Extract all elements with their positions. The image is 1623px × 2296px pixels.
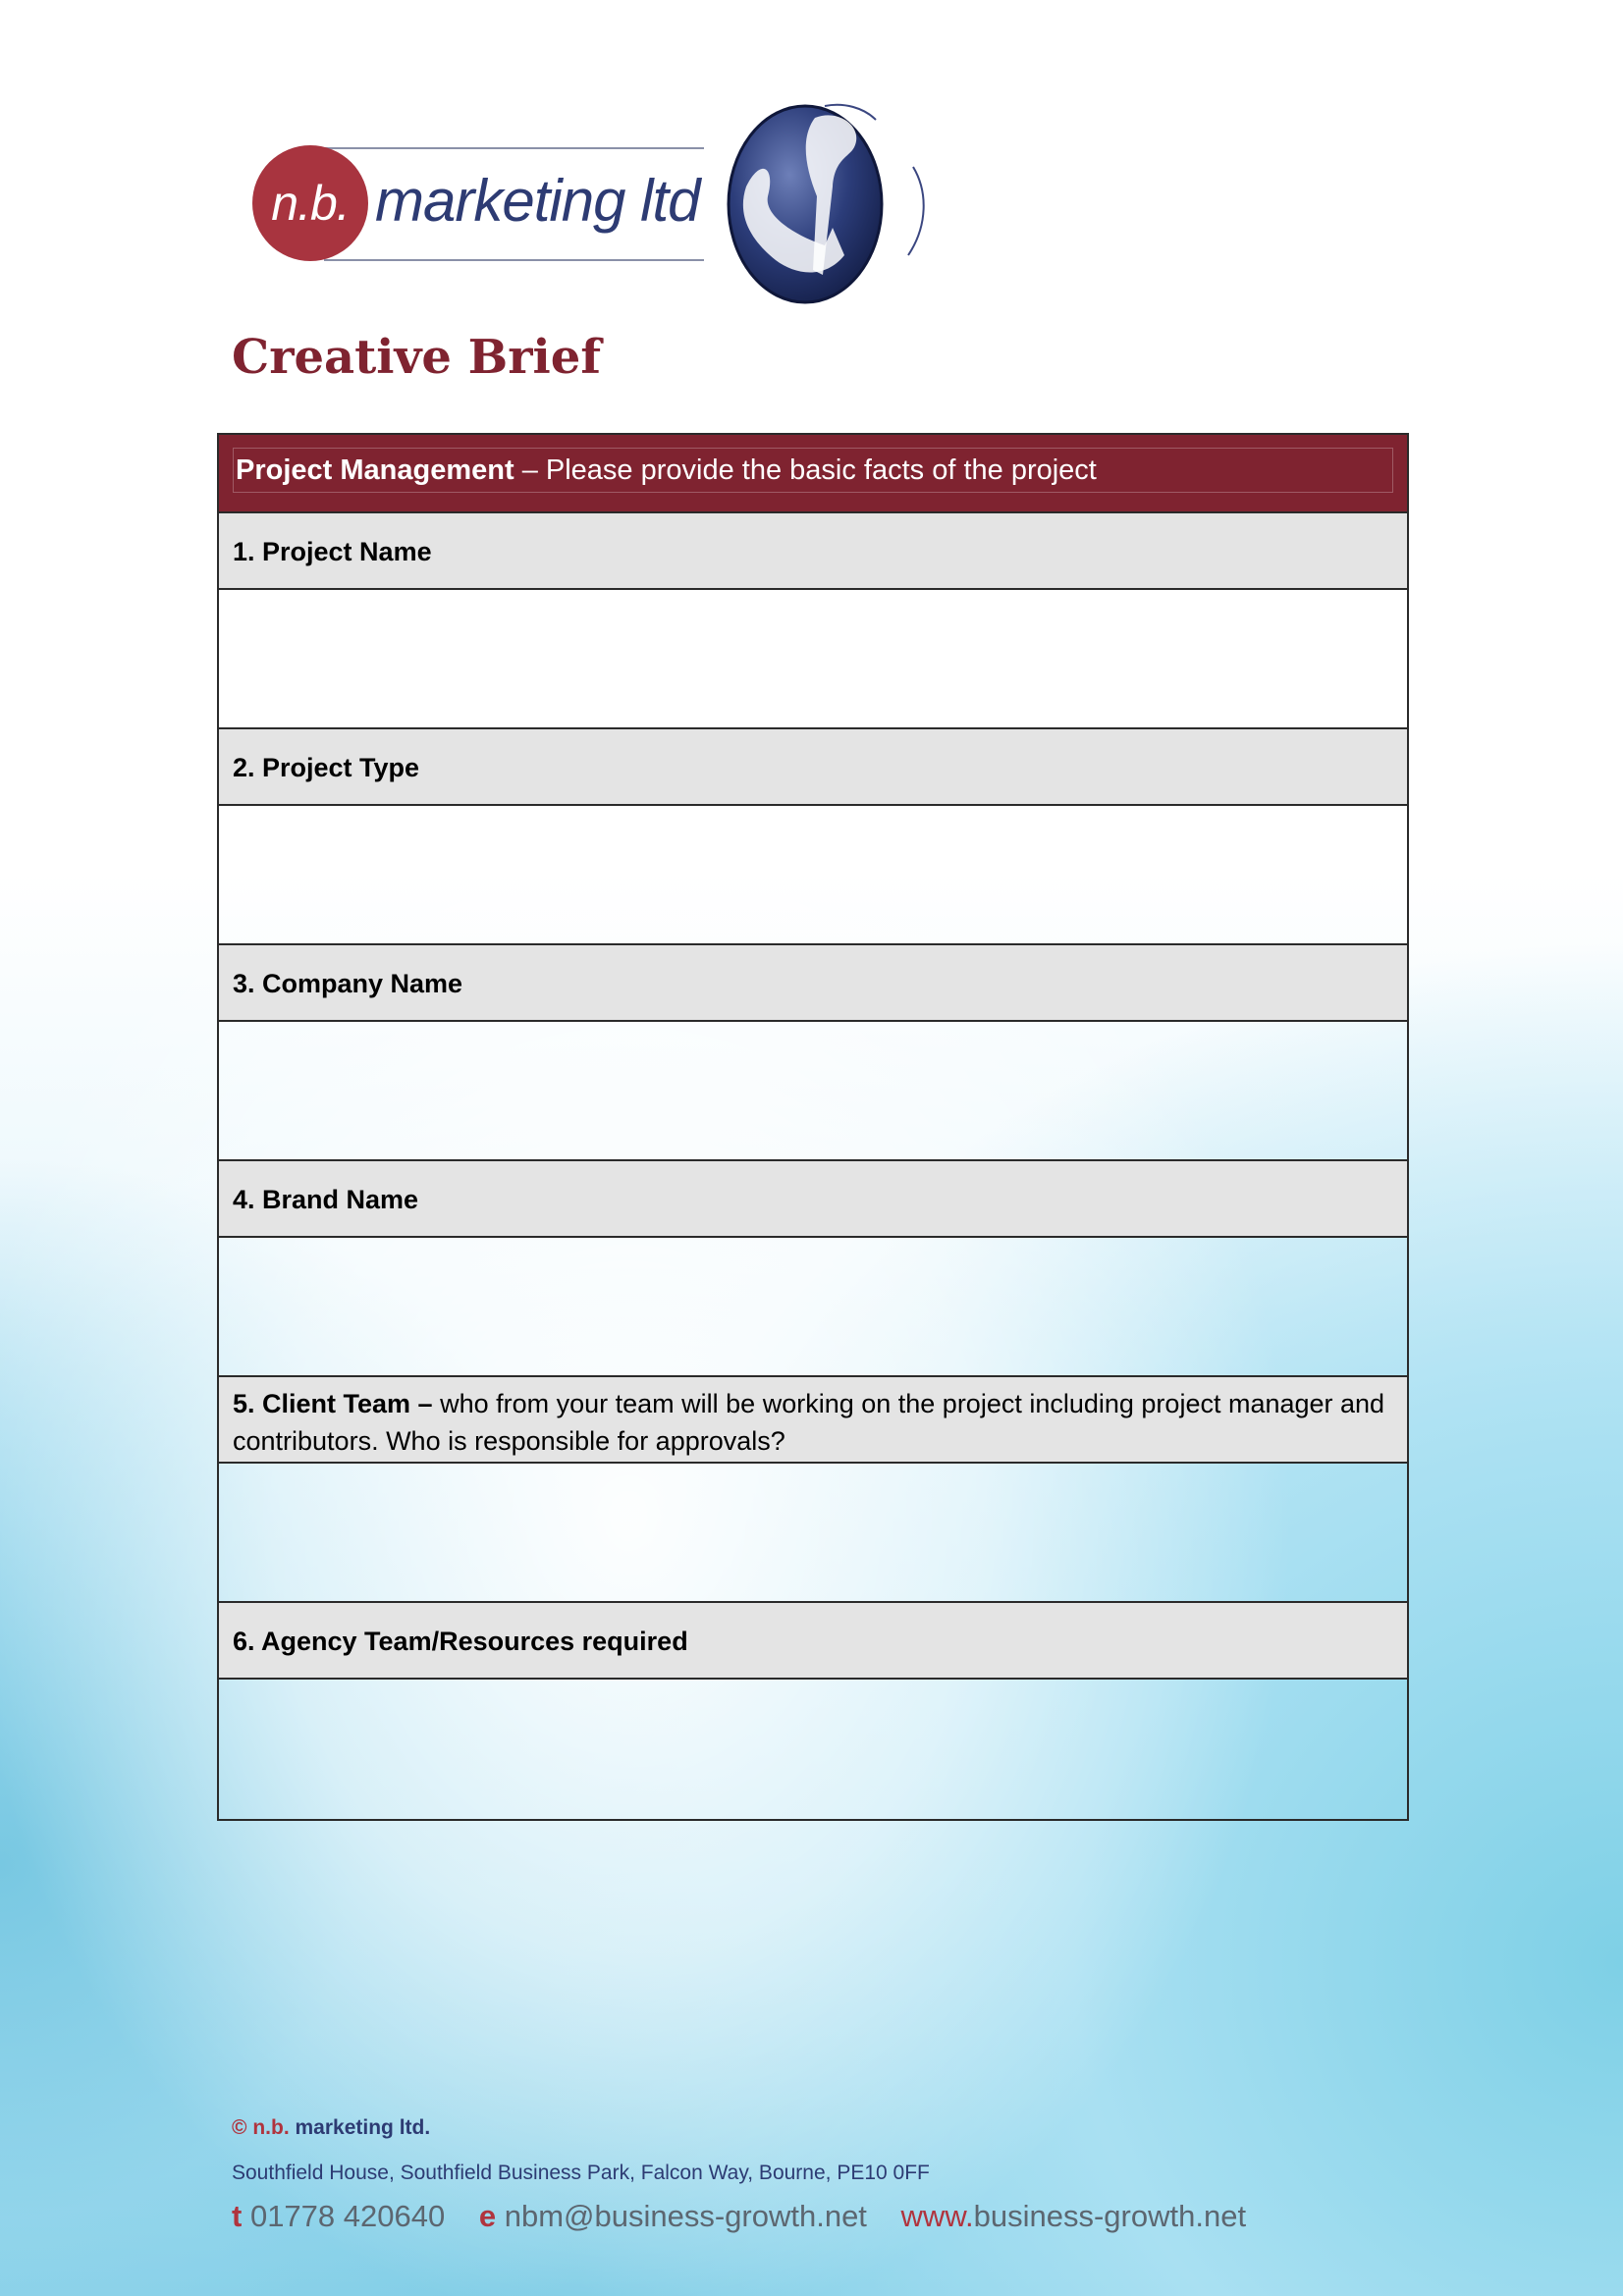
question-detail: who from your team will be working on the project including project manager and contributors. Who is responsible for approvals? — [233, 1389, 1385, 1456]
logo-rule-bottom — [324, 259, 704, 261]
footer-copyright — [232, 2116, 430, 2140]
question-label-company-name — [219, 945, 1407, 1022]
section-header-project-management — [219, 435, 1407, 513]
question-title: 1. Project Name — [233, 537, 432, 566]
globe-handshake-icon — [707, 98, 943, 314]
question-label-client-team — [219, 1377, 1407, 1464]
answer-field-agency-team[interactable] — [219, 1680, 1407, 1819]
answer-field-project-type[interactable] — [219, 806, 1407, 945]
question-title: 2. Project Type — [233, 753, 420, 782]
footer-company-prefix: n.b. — [252, 2116, 290, 2139]
phone-number[interactable]: 01778 420640 — [249, 2199, 446, 2233]
footer-company-name: marketing ltd. — [289, 2116, 431, 2139]
website-link[interactable] — [901, 2199, 1247, 2233]
answer-field-project-name[interactable] — [219, 590, 1407, 729]
answer-field-company-name[interactable] — [219, 1022, 1407, 1161]
question-label-agency-team — [219, 1603, 1407, 1680]
question-title: 6. Agency Team/Resources required — [233, 1627, 688, 1656]
email-label: e — [478, 2199, 497, 2233]
email-link[interactable]: nbm@business-growth.net — [504, 2199, 867, 2233]
answer-field-client-team[interactable] — [219, 1464, 1407, 1603]
section-header-frame — [233, 448, 1393, 493]
question-label-project-name — [219, 513, 1407, 590]
website-prefix: www. — [900, 2199, 974, 2233]
logo-wordmark: marketing ltd — [375, 168, 700, 234]
footer-address: Southfield House, Southfield Business Park, Falcon Way, Bourne, PE10 0FF — [232, 2162, 930, 2184]
phone-label: t — [232, 2199, 243, 2233]
question-title: 4. Brand Name — [233, 1185, 419, 1214]
section-title-bold: Project Management — [236, 454, 514, 486]
answer-field-brand-name[interactable] — [219, 1238, 1407, 1377]
footer-contact — [232, 2199, 1246, 2234]
logo-rule-top — [324, 147, 704, 149]
question-title: 5. Client Team – — [233, 1389, 433, 1418]
document-title: Creative Brief — [232, 330, 601, 385]
question-title: 3. Company Name — [233, 969, 463, 998]
creative-brief-form — [217, 433, 1409, 1821]
website-domain: business-growth.net — [973, 2199, 1247, 2233]
logo-badge: n.b. — [252, 145, 368, 261]
question-label-project-type — [219, 729, 1407, 806]
copyright-symbol: © — [232, 2116, 247, 2139]
company-logo — [245, 98, 943, 314]
section-title-description: – Please provide the basic facts of the project — [514, 454, 1097, 486]
footer — [232, 2116, 1247, 2233]
question-label-brand-name — [219, 1161, 1407, 1238]
